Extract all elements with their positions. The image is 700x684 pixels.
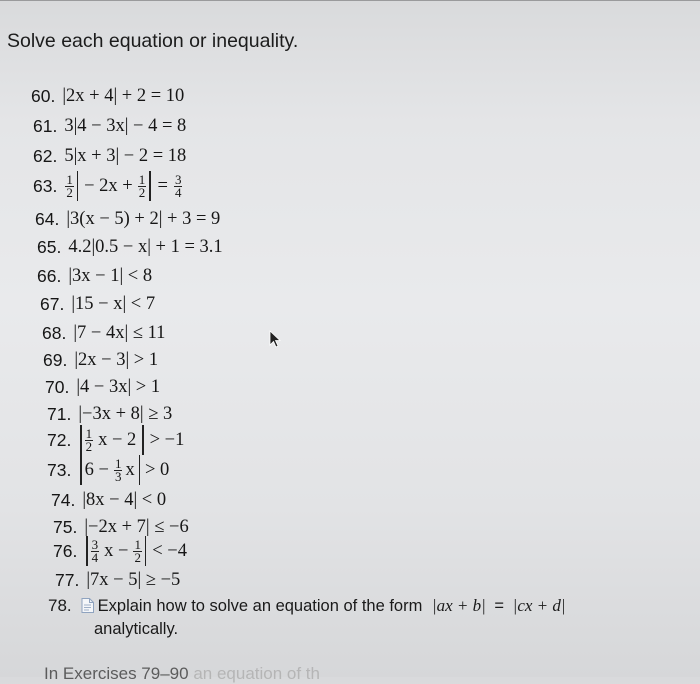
problem-expression: |8x − 4| < 0	[82, 489, 167, 510]
explain-prompt: Explain how to solve an equation of the form	[97, 597, 423, 615]
problem-69	[43, 347, 158, 373]
problem-number: 66.	[37, 265, 62, 286]
absolute-bar	[80, 455, 81, 485]
problem-number: 62.	[33, 145, 58, 166]
absolute-bar	[145, 536, 146, 566]
problem-number: 69.	[43, 349, 68, 370]
absolute-bar	[142, 425, 143, 455]
fraction: $\frac{1}{2}$	[134, 536, 141, 565]
problem-expression: |3x − 1| < 8	[68, 265, 153, 286]
fraction: $\frac{1}{3}$	[114, 455, 122, 484]
problem-expression: |7 − 4x| ≤ 11	[73, 322, 166, 343]
problem-67	[40, 291, 155, 317]
problem-expression: |−2x + 7| ≤ −6	[84, 516, 189, 537]
fraction: $\frac{1}{2}$	[138, 171, 146, 200]
footer-faded-text: an equation of th	[193, 664, 320, 683]
problem-number: 73.	[47, 459, 72, 480]
problem-number: 76.	[53, 540, 78, 561]
problem-68	[42, 320, 165, 346]
problem-72: 72. $\frac{1}{2}$ x − 2 > −1	[47, 425, 185, 454]
problem-64	[35, 206, 220, 232]
problem-expression: 3|4 − 3x| − 4 = 8	[64, 115, 187, 136]
section-heading: Solve each equation or inequality.	[7, 30, 299, 52]
problem-number: 65.	[37, 236, 62, 257]
fraction: $\frac{1}{2}$	[85, 425, 93, 454]
document-icon[interactable]	[81, 598, 94, 613]
problem-62	[33, 143, 186, 169]
problem-number: 63.	[33, 175, 58, 196]
problem-number: 77.	[55, 569, 80, 590]
fraction: $\frac{3}{4}$	[174, 171, 182, 200]
problem-63: 63. $\frac{1}{2}$ − 2x + $\frac{1}{2}$ = $\frac{3}{4}$	[33, 171, 182, 200]
form-right: |cx + d|	[512, 596, 566, 615]
problem-number: 71.	[47, 403, 72, 424]
problem-number: 61.	[33, 115, 58, 136]
problem-expression: 4.2|0.5 − x| + 1 = 3.1	[68, 236, 223, 257]
problem-expression: |2x + 4| + 2 = 10	[62, 85, 185, 106]
fraction: $\frac{3}{4}$	[91, 536, 99, 565]
problem-74	[51, 487, 166, 513]
problem-number: 78.	[48, 596, 72, 615]
problem-number: 74.	[51, 489, 76, 510]
explain-continuation: analytically.	[94, 620, 179, 638]
mouse-pointer-icon	[268, 330, 282, 350]
absolute-bar	[77, 171, 78, 201]
next-section-clipped	[44, 664, 320, 684]
problem-77	[55, 567, 180, 593]
problem-70	[45, 374, 160, 400]
form-equals: =	[494, 597, 505, 615]
absolute-bar	[149, 171, 150, 201]
problem-number: 75.	[53, 516, 78, 537]
problem-60	[31, 83, 184, 109]
problem-61	[33, 113, 186, 139]
problem-expression: |3(x − 5) + 2| + 3 = 9	[66, 208, 221, 229]
problem-expression: 5|x + 3| − 2 = 18	[64, 145, 187, 166]
problem-expression: |7x − 5| ≥ −5	[86, 569, 181, 590]
absolute-bar	[80, 425, 81, 455]
problem-number: 70.	[45, 376, 70, 397]
problem-number: 72.	[47, 429, 72, 450]
problem-76: 76. $\frac{3}{4}$ x − $\frac{1}{2}$ < −4	[53, 536, 187, 565]
problem-number: 60.	[31, 85, 56, 106]
absolute-bar	[86, 536, 87, 566]
problem-number: 64.	[35, 208, 60, 229]
problem-number: 67.	[40, 293, 65, 314]
problem-expression: |2x − 3| > 1	[74, 349, 159, 370]
problem-71	[47, 401, 172, 427]
problem-78	[48, 594, 566, 641]
problem-66	[37, 263, 152, 289]
form-left: |ax + b|	[431, 596, 486, 615]
footer-visible-text: In Exercises 79–90	[44, 664, 189, 683]
problem-expression: |−3x + 8| ≥ 3	[78, 403, 173, 424]
absolute-bar	[139, 455, 140, 485]
problem-65	[37, 234, 223, 260]
problem-number: 68.	[42, 322, 67, 343]
problem-73: 73. 6 − $\frac{1}{3}$ x > 0	[47, 455, 170, 484]
fraction: $\frac{1}{2}$	[66, 171, 73, 200]
problem-expression: |15 − x| < 7	[71, 293, 156, 314]
problem-expression: |4 − 3x| > 1	[76, 376, 161, 397]
